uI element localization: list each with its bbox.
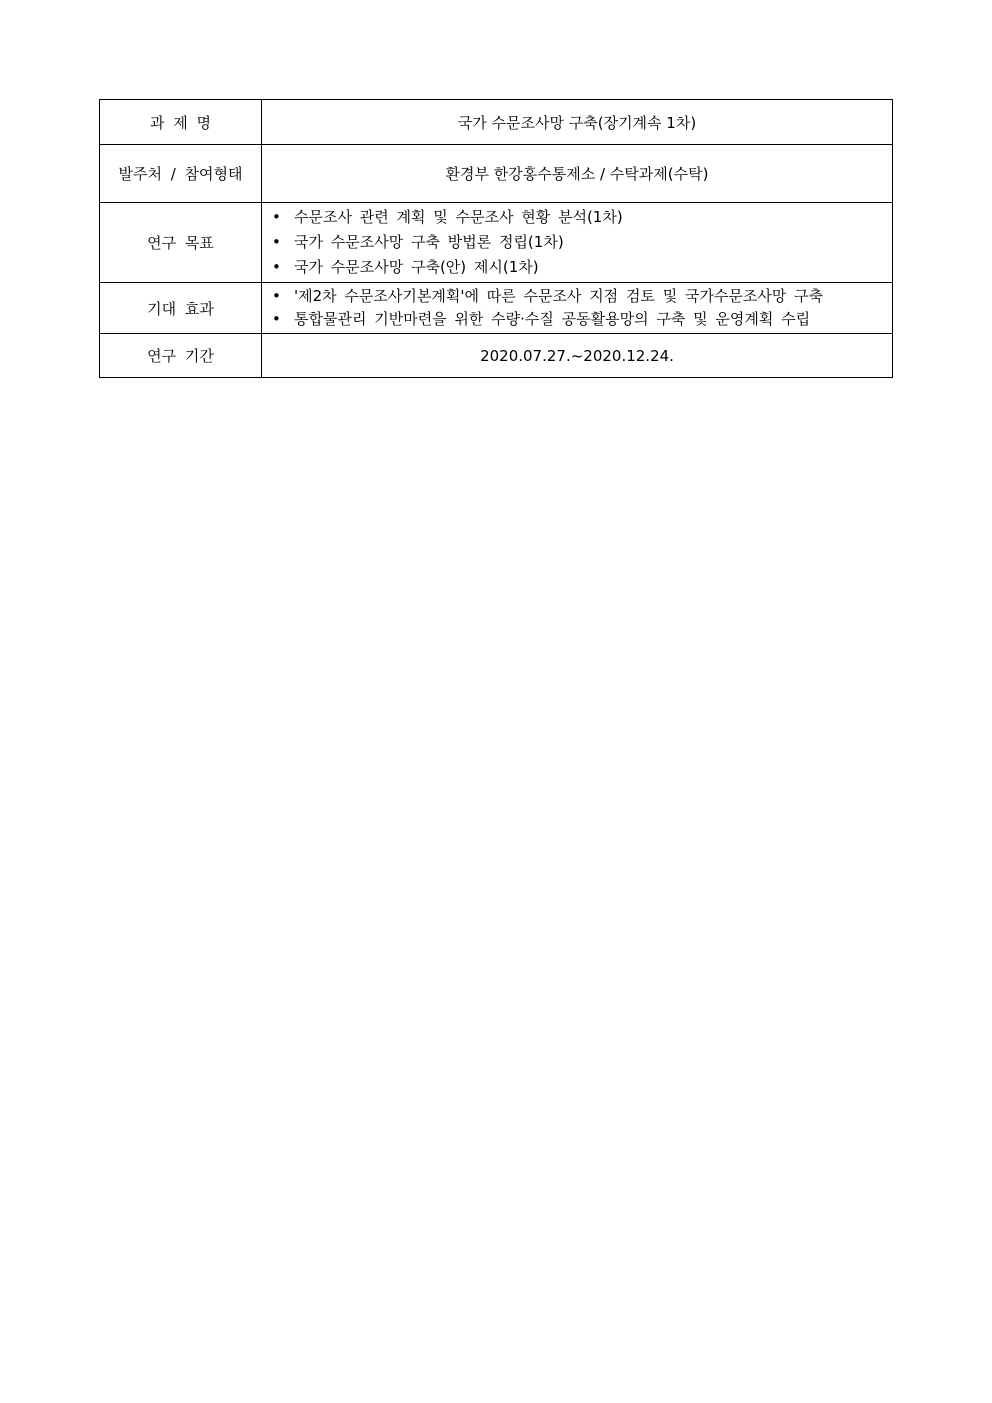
- project-summary-table: [99, 99, 893, 378]
- client-value: 환경부 한강홍수통제소 / 수탁과제(수탁): [262, 145, 893, 203]
- row-research-goals: [100, 203, 893, 283]
- row-project-name: [100, 100, 893, 145]
- expected-effects-cell: [262, 283, 893, 334]
- project-name-value: 국가 수문조사망 구축(장기계속 1차): [262, 100, 893, 145]
- project-name-label: 과 제 명: [100, 100, 262, 145]
- row-client: [100, 145, 893, 203]
- research-goals-label: 연구 목표: [100, 203, 262, 283]
- research-goal-item: • 국가 수문조사망 구축 방법론 정립(1차): [268, 230, 888, 255]
- research-goal-item: • 국가 수문조사망 구축(안) 제시(1차): [268, 255, 888, 280]
- research-goals-cell: [262, 203, 893, 283]
- expected-effects-label: 기대 효과: [100, 283, 262, 334]
- expected-effect-item: • 통합물관리 기반마련을 위한 수량·수질 공동활용망의 구축 및 운영계획 수립: [268, 308, 888, 331]
- expected-effect-item: • '제2차 수문조사기본계획'에 따른 수문조사 지점 검토 및 국가수문조사망 구축: [268, 285, 888, 308]
- research-period-value: 2020.07.27.~2020.12.24.: [262, 334, 893, 378]
- expected-effects-list: [268, 285, 888, 331]
- row-research-period: [100, 334, 893, 378]
- row-expected-effects: [100, 283, 893, 334]
- research-goals-list: [268, 205, 888, 280]
- research-period-label: 연구 기간: [100, 334, 262, 378]
- client-label: 발주처 / 참여형태: [100, 145, 262, 203]
- research-goal-item: • 수문조사 관련 계획 및 수문조사 현황 분석(1차): [268, 205, 888, 230]
